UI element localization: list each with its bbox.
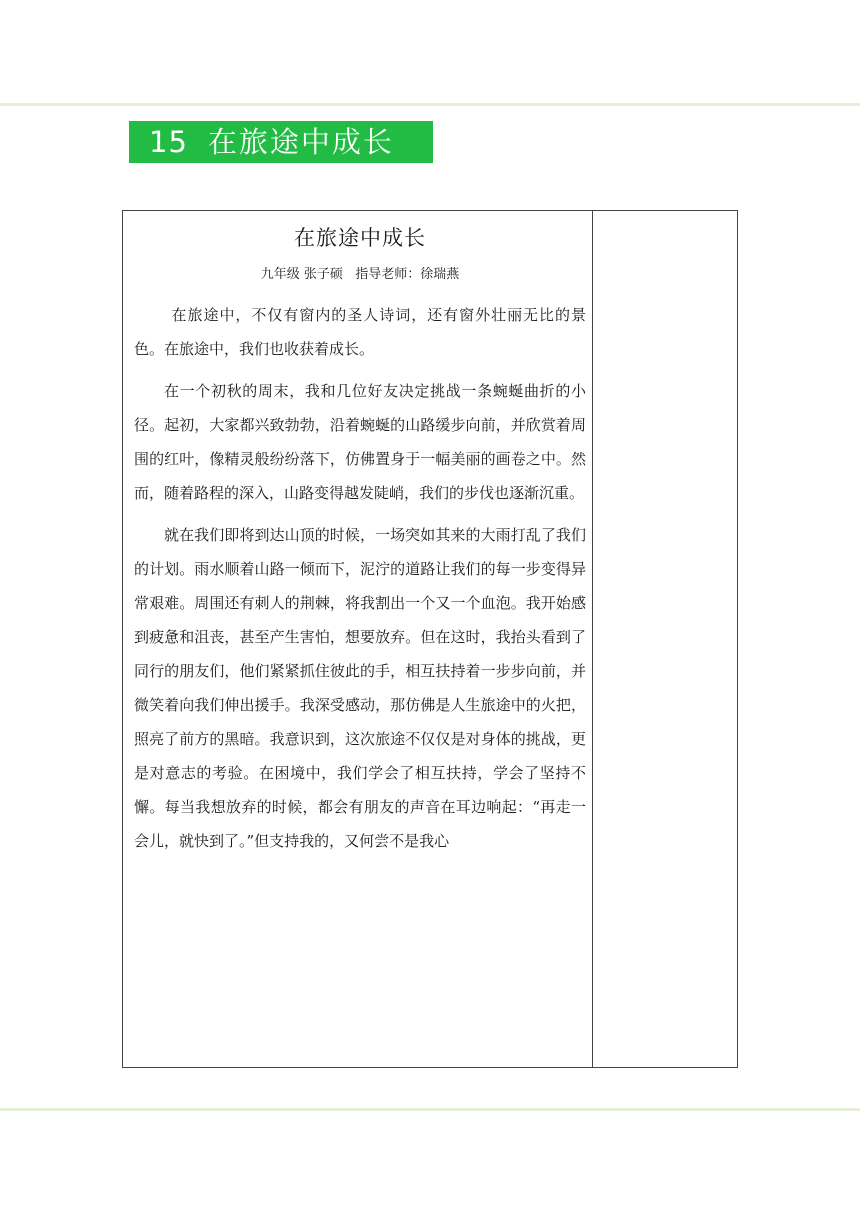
lesson-title: 在旅途中成长: [207, 125, 394, 159]
lesson-banner: [129, 121, 433, 163]
essay-byline: 九年级 张子硕 指导老师：徐瑞燕: [260, 267, 460, 282]
table-column-divider: [592, 210, 593, 1068]
top-divider: [0, 103, 860, 106]
essay-paragraph: 在旅途中，不仅有窗内的圣人诗词，还有窗外壮丽无比的景色。在旅途中，我们也收获着成长。: [134, 306, 586, 358]
lesson-number: 15: [149, 125, 188, 159]
essay-cell: [134, 210, 586, 866]
essay-body: [134, 298, 586, 858]
bottom-divider: [0, 1108, 860, 1111]
essay-paragraph: 在一个初秋的周末，我和几位好友决定挑战一条蜿蜒曲折的小径。起初，大家都兴致勃勃，沿着蜿蜒的山路缓步向前，并欣赏着周围的红叶，像精灵般纷纷落下，仿佛置身于一幅美丽的画卷之中。然而，随着路程的深入，山路变得越发陡峭，我们的步伐也逐渐沉重。: [134, 382, 586, 502]
essay-title: 在旅途中成长: [294, 226, 426, 250]
essay-paragraph: 就在我们即将到达山顶的时候，一场突如其来的大雨打乱了我们的计划。雨水顺着山路一倾而下，泥泞的道路让我们的每一步变得异常艰难。周围还有刺人的荆棘，将我割出一个又一个血泡。我开始感到疲惫和沮丧，甚至产生害怕，想要放弃。但在这时，我抬头看到了同行的朋友们，他们紧紧抓住彼此的手，相互扶持着一步步向前，并微笑着向我们伸出援手。我深受感动，那仿佛是人生旅途中的火把，照亮了前方的黑暗。我意识到，这次旅途不仅仅是对身体的挑战，更是对意志的考验。在困境中，我们学会了相互扶持，学会了坚持不懈。每当我想放弃的时候，都会有朋友的声音在耳边响起：“再走一会儿，就快到了。”但支持我的，又何尝不是我心: [134, 526, 586, 850]
